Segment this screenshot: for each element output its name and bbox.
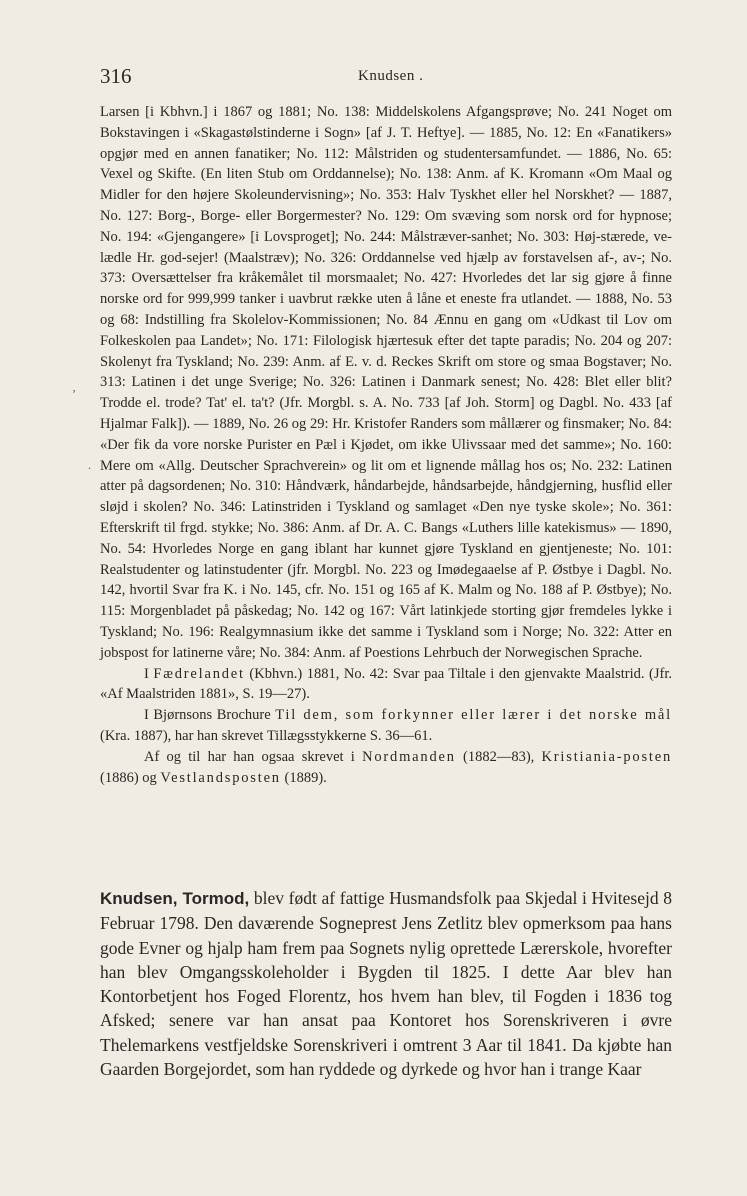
- publication-name: Vestlandsposten: [160, 769, 281, 786]
- text-run: I Bjørnsons Brochure: [144, 707, 276, 724]
- publication-name: Nordmanden: [362, 748, 456, 765]
- margin-mark: ‚: [72, 380, 76, 394]
- page-number: 316: [100, 64, 132, 88]
- text-run: I: [144, 665, 154, 682]
- bibliography-section: [100, 102, 672, 788]
- text-run: (Kra. 1887), har han skrevet Tillægsstykkerne S. 36—61.: [100, 727, 433, 744]
- text-run: (1889).: [280, 769, 327, 786]
- running-head: Knudsen .: [358, 68, 424, 84]
- text-run: (1882—83),: [455, 748, 542, 765]
- page-header: [100, 64, 647, 94]
- bibliography-paragraph: Larsen [i Kbhvn.] i 1867 og 1881; No. 138: Middelskolens Afgangsprøve; No. 241 Noget om Bokstavingen i «Skagastølstinderne i Sogn» [af J. T. Heftye]. — 1885, No. 12: En «Fanatikers» opgjør med en annen fanatiker; No. 112: Målstriden og studentersamfundet. — 1886, No. 65: Vexel og Skifte. (En liten Stub om Orddannelse); No. 138: Anm. af K. Kromann «Om Maal og Midler for den højere Skoleundervisning»; No. 353: Halv Tyskhet eller hel Norskhet? — 1887, No. 127: Borg-, Borge- eller Borgermester? No. 129: Om svæving som norsk ord for hypnose; No. 194: «Gjengangere» [i Lovsproget]; No. 244: Målstræver-sanhet; No. 303: Høj-stærede, ve-lædle Hr. god-sejer! (Maalstræv); No. 326: Orddannelse ved hjælp av forstavelsen af-, av-; No. 373: Oversættelser fra kråkemålet til morsmaalet; No. 427: Hvorledes det lar sig gjøre å finne norske ord for 999,999 tanker i uavbrut række uten å låne et eneste fra utlandet. — 1888, No. 53 og 68: Indstilling fra Skolelov-Kommissionen; No. 84 Ænnu en gang om «Udkast til Lov om Folkeskolen paa Landet»; No. 171: Filologisk hjærtesuk efter det tapte paradis; No. 204 og 207: Skolenyt fra Tyskland; No. 239: Anm. af E. v. d. Reckes Skrift om store og smaa Bogstaver; No. 313: Latinen i det unge Sverige; No. 326: Latinen i Danmark senest; No. 428: Blet eller blit? Trodde el. trode? Tat' el. ta't? (Jfr. Morgbl. s. A. No. 733 [af Joh. Storm] og Dagbl. No. 433 [af Hjalmar Falk]). — 1889, No. 26 og 29: Hr. Kristofer Randers som mållærer og finsmaker; No. 84: «Der fik da vore norske Purister en Pæl i Kjødet, om ikke Ulivssaar med det samme»; No. 160: Mere om «Allg. Deutscher Sprachverein» og lit om et lignende mållag hos os; No. 232: Latinen atter på dagsordenen; No. 310: Håndværk, håndarbejde, håndsarbejde, håndgjerning, husflid eller sløjd i skolen? No. 346: Latinstriden i Tyskland og samlaget «Den nye tyske skole»; No. 361: Efterskrift til frgd. stykke; No. 386: Anm. af Dr. A. C. Bangs «Luthers lille katekismus» — 1890, No. 54: Hvorledes Norge en gang iblant har kunnet gjøre Tyskland en gjentjeneste; No. 101: Realstudenter og latinstudenter (jfr. Morgbl. No. 223 og Imødegaaelse af P. Østbye i Dagbl. No. 142, hvortil Svar fra K. i No. 145, cfr. No. 151 og 165 af K. Malm og No. 188 af P. Østbye); No. 115: Morgenbladet på påskedag; No. 142 og 167: Vårt latinkjede storting gjør fremdeles lykke i Tyskland; No. 196: Realgymnasium ikke det samme i Tyskland som i Norge; No. 322: Atter en jobspost for latinerne våre; No. 384: Anm. af Poestions Lehrbuch der Norwegischen Sprache.: [100, 104, 672, 661]
- margin-mark: .: [88, 458, 91, 472]
- publication-name: Kristiania-posten: [541, 748, 672, 765]
- publication-name: Fædrelandet: [153, 665, 245, 682]
- newspapers-paragraph: [100, 747, 672, 789]
- text-run: (1886) og: [100, 769, 161, 786]
- text-run: Af og til har han ogsaa skrevet i: [144, 748, 363, 765]
- brochure-title: Til dem, som forkynner eller lærer i det norske mål: [275, 707, 672, 724]
- faedrelandet-paragraph: [100, 664, 672, 706]
- bjornson-paragraph: [100, 705, 672, 747]
- biography-paragraph: [100, 886, 672, 1081]
- biography-section: [100, 886, 672, 1081]
- text-run: (Kbhvn.) 1881, No. 42: Svar paa Tiltale i den gjenvakte Maalstrid. (Jfr. «Af Maalstriden 1881», S. 19—27).: [100, 665, 672, 703]
- biography-text: blev født af fattige Husmandsfolk paa Skjedal i Hvitesejd 8 Februar 1798. Den daværende Sogneprest Jens Zetlitz blev opmerksom paa hans gode Evner og hjalp ham frem paa Sognets nylig oprettede Lærerskole, hvorefter han blev Omgangsskoleholder i Bygden til 1825. I dette Aar blev han Kontorbetjent hos Foged Florentz, hos hvem han blev, til Fogden i 1836 tog Afsked; senere var han ansat paa Kontoret hos Sorenskriveren i øvre Thelemarkens vestfjeldske Sorenskriveri i omtrent 3 Aar til 1841. Da kjøbte han Gaarden Borgejordet, som han ryddede og dyrkede og hvor han i trange Kaar: [100, 888, 672, 1080]
- entry-name: Knudsen, Tormod,: [100, 889, 250, 908]
